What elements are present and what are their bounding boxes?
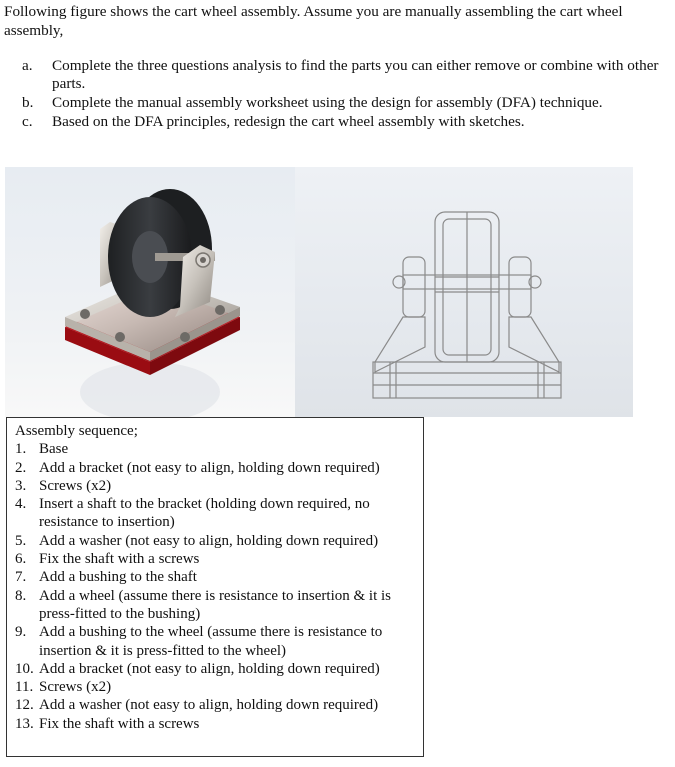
step-text: Add a wheel (assume there is resistance to insertion & it is press-fitted to the bushing) bbox=[39, 587, 391, 622]
step-text: Screws (x2) bbox=[39, 679, 112, 696]
step-number: 12. bbox=[15, 697, 34, 714]
sequence-step bbox=[15, 587, 417, 624]
sequence-step bbox=[15, 623, 417, 660]
step-text: Insert a shaft to the bracket (holding down required, no resistance to insertion) bbox=[39, 496, 370, 531]
sequence-step bbox=[15, 550, 417, 568]
step-number: 2. bbox=[15, 459, 27, 476]
question-label: c. bbox=[22, 113, 33, 130]
step-number: 10. bbox=[15, 660, 34, 677]
step-text: Fix the shaft with a screws bbox=[39, 715, 200, 732]
cart-wheel-3d-render bbox=[5, 167, 295, 417]
step-text: Add a washer (not easy to align, holding down required) bbox=[39, 697, 379, 714]
step-number: 5. bbox=[15, 532, 27, 549]
step-number: 13. bbox=[15, 715, 34, 732]
sequence-step bbox=[15, 440, 417, 458]
step-text: Add a bracket (not easy to align, holding down required) bbox=[39, 459, 380, 476]
sequence-step bbox=[15, 495, 417, 532]
sequence-step bbox=[15, 696, 417, 714]
question-text: Complete the manual assembly worksheet using the design for assembly (DFA) technique. bbox=[52, 94, 603, 111]
question-label: b. bbox=[22, 94, 34, 111]
step-number: 8. bbox=[15, 587, 27, 604]
step-text: Fix the shaft with a screws bbox=[39, 551, 200, 568]
step-text: Add a bushing to the shaft bbox=[39, 569, 197, 586]
sequence-step bbox=[15, 660, 417, 678]
question-list bbox=[22, 57, 662, 131]
sequence-step bbox=[15, 477, 417, 495]
step-number: 1. bbox=[15, 441, 27, 458]
step-number: 9. bbox=[15, 624, 27, 641]
question-text: Complete the three questions analysis to find the parts you can either remove or combine with other parts. bbox=[52, 57, 659, 92]
question-label: a. bbox=[22, 57, 33, 74]
sequence-step bbox=[15, 459, 417, 477]
sequence-step bbox=[15, 715, 417, 733]
question-text: Based on the DFA principles, redesign the cart wheel assembly with sketches. bbox=[52, 113, 525, 130]
question-item bbox=[22, 57, 662, 93]
step-number: 7. bbox=[15, 569, 27, 586]
step-number: 6. bbox=[15, 551, 27, 568]
step-text: Screws (x2) bbox=[39, 477, 112, 494]
cart-wheel-line-drawing bbox=[295, 167, 633, 417]
question-item bbox=[22, 94, 662, 112]
intro-text: Following figure shows the cart wheel assembly. Assume you are manually assembling the cart wheel assembly, bbox=[4, 3, 623, 39]
step-text: Add a bushing to the wheel (assume there is resistance to insertion & it is press-fitted to the wheel) bbox=[39, 624, 383, 659]
step-number: 3. bbox=[15, 477, 27, 494]
sequence-step bbox=[15, 532, 417, 550]
assembly-sequence-box bbox=[6, 417, 424, 757]
sequence-step bbox=[15, 678, 417, 696]
step-text: Base bbox=[39, 441, 69, 458]
question-item bbox=[22, 113, 662, 131]
step-number: 4. bbox=[15, 496, 27, 513]
sequence-step bbox=[15, 568, 417, 586]
step-text: Add a bracket (not easy to align, holding down required) bbox=[39, 660, 380, 677]
step-number: 11. bbox=[15, 679, 34, 696]
step-text: Add a washer (not easy to align, holding down required) bbox=[39, 532, 379, 549]
sequence-title: Assembly sequence; bbox=[15, 423, 138, 439]
